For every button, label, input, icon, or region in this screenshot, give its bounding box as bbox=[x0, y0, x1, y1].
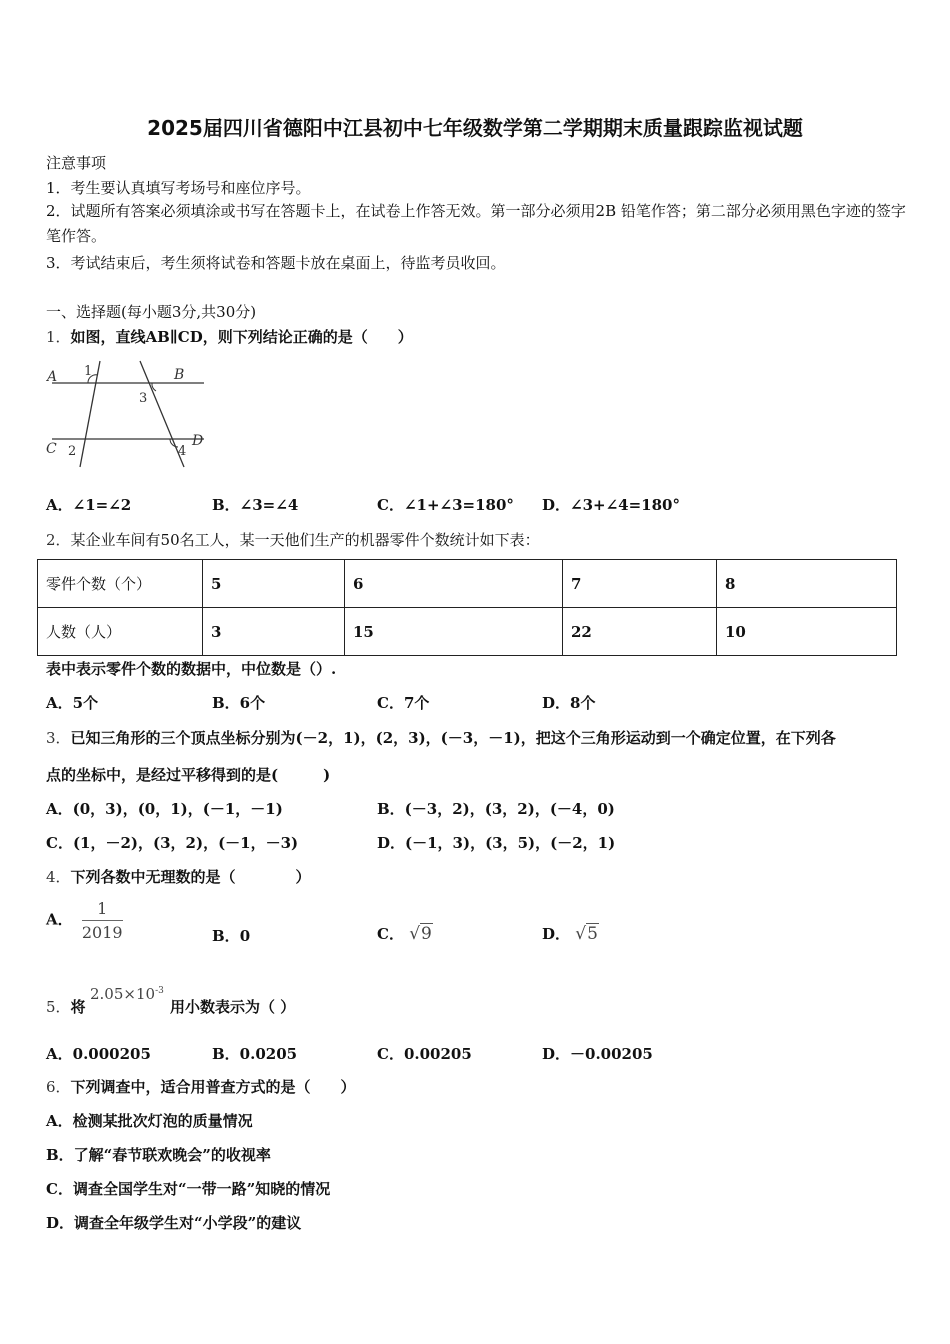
section-heading: 一、选择题(每小题3分,共30分) bbox=[46, 303, 257, 321]
sqrt-value: √9 bbox=[409, 924, 432, 944]
question-number: 3． bbox=[46, 729, 71, 747]
q1-option-d[interactable]: D．∠3+∠4=180° bbox=[542, 496, 680, 514]
q2-option-a[interactable]: A．5个 bbox=[46, 694, 99, 712]
label-3: 3 bbox=[139, 391, 148, 406]
q5-option-d[interactable]: D．－0.00205 bbox=[542, 1045, 653, 1063]
question-3-cont: 点的坐标中，是经过平移得到的是( ) bbox=[46, 766, 331, 784]
question-stem: 下列各数中无理数的是（ ） bbox=[70, 868, 311, 886]
parallel-lines-figure bbox=[44, 357, 210, 471]
option-label: D． bbox=[542, 925, 571, 943]
q3-option-d[interactable]: D．(－1，3)，(3，5)，(－2，1) bbox=[377, 834, 616, 852]
label-4: 4 bbox=[178, 444, 187, 459]
question-number: 5． bbox=[46, 998, 71, 1016]
q5-option-a[interactable]: A．0.000205 bbox=[46, 1045, 151, 1063]
table-cell: 8 bbox=[717, 560, 897, 608]
table-cell: 3 bbox=[203, 608, 345, 656]
q2-option-c[interactable]: C．7个 bbox=[377, 694, 430, 712]
q4-option-b[interactable] bbox=[212, 925, 250, 946]
table-cell: 5 bbox=[203, 560, 345, 608]
sci-exponent: -3 bbox=[155, 986, 164, 996]
table-cell: 人数（人） bbox=[38, 608, 203, 656]
q1-option-b[interactable]: B．∠3=∠4 bbox=[212, 496, 299, 514]
q3-option-c[interactable]: C．(1，－2)，(3，2)，(－1，－3) bbox=[46, 834, 299, 852]
table-cell: 7 bbox=[563, 560, 717, 608]
scientific-notation bbox=[90, 985, 164, 1003]
q4-option-d[interactable] bbox=[542, 923, 599, 944]
sci-base: 2.05×10 bbox=[90, 985, 156, 1003]
q3-option-a[interactable]: A．(0，3)，(0，1)，(－1，－1) bbox=[46, 800, 283, 818]
table-row bbox=[38, 608, 897, 656]
notice-heading: 注意事项 bbox=[46, 154, 107, 172]
q6-option-b[interactable]: B．了解“春节联欢晚会”的收视率 bbox=[46, 1146, 271, 1164]
question-stem: 下列调查中，适合用普查方式的是（ ） bbox=[70, 1078, 356, 1096]
table-cell: 10 bbox=[717, 608, 897, 656]
q5-option-b[interactable]: B．0.0205 bbox=[212, 1045, 298, 1063]
question-number: 6． bbox=[46, 1078, 71, 1096]
option-value: 0 bbox=[239, 927, 251, 945]
question-5-suffix: 用小数表示为（ ） bbox=[170, 998, 296, 1016]
radicand: 5 bbox=[587, 924, 598, 944]
q3-option-b[interactable]: B．(－3，2)，(3，2)，(－4，0) bbox=[377, 800, 615, 818]
q6-option-d[interactable]: D．调查全年级学生对“小学段”的建议 bbox=[46, 1214, 302, 1232]
q6-option-c[interactable]: C．调查全国学生对“一带一路”知晓的情况 bbox=[46, 1180, 331, 1198]
table-cell: 零件个数（个） bbox=[38, 560, 203, 608]
label-1: 1 bbox=[84, 364, 93, 379]
question-stem: 已知三角形的三个顶点坐标分别为(－2，1)，(2，3)，(－3，－1)，把这个三角形运动到一个确定位置，在下列各 bbox=[70, 729, 836, 747]
question-3 bbox=[46, 727, 836, 748]
label-B: B bbox=[174, 367, 185, 383]
q5-option-c[interactable]: C．0.00205 bbox=[377, 1045, 472, 1063]
fraction-numerator: 1 bbox=[82, 899, 123, 921]
label-A: A bbox=[47, 369, 58, 385]
q1-option-a[interactable]: A．∠1=∠2 bbox=[46, 496, 132, 514]
question-number: 2． bbox=[46, 531, 71, 549]
table-cell: 15 bbox=[345, 608, 563, 656]
sqrt-value: √5 bbox=[575, 924, 598, 944]
table-cell: 22 bbox=[563, 608, 717, 656]
q4-option-c[interactable] bbox=[377, 923, 433, 944]
question-number: 4． bbox=[46, 868, 71, 886]
notice-item-1: 1．考生要认真填写考场号和座位序号。 bbox=[46, 179, 311, 197]
option-label: A． bbox=[46, 910, 73, 929]
fraction-denominator: 2019 bbox=[81, 923, 123, 942]
q4-option-a[interactable] bbox=[46, 899, 123, 942]
question-5 bbox=[46, 996, 86, 1017]
question-number: 1． bbox=[46, 328, 71, 346]
q1-option-c[interactable]: C．∠1+∠3=180° bbox=[377, 496, 514, 514]
fraction-value bbox=[82, 899, 123, 942]
label-D: D bbox=[192, 433, 204, 449]
question-6 bbox=[46, 1076, 356, 1097]
page-title: 2025届四川省德阳中江县初中七年级数学第二学期期末质量跟踪监视试题 bbox=[147, 116, 803, 140]
option-label: C． bbox=[377, 925, 404, 943]
table-cell: 6 bbox=[345, 560, 563, 608]
notice-item-2: 2．试题所有答案必须填涂或书写在答题卡上，在试卷上作答无效。第一部分必须用2B 铅笔作答；第二部分必须用黑色字迹的签字笔作答。 bbox=[46, 202, 906, 245]
q2-option-b[interactable]: B．6个 bbox=[212, 694, 266, 712]
q6-option-a[interactable]: A．检测某批次灯泡的质量情况 bbox=[46, 1112, 253, 1130]
question-prefix: 将 bbox=[70, 998, 86, 1016]
q2-followup: 表中表示零件个数的数据中，中位数是（）. bbox=[46, 660, 337, 678]
table-row bbox=[38, 560, 897, 608]
label-C: C bbox=[46, 441, 57, 457]
notice-item-3: 3．考试结束后，考生须将试卷和答题卡放在桌面上，待监考员收回。 bbox=[46, 254, 506, 272]
question-2 bbox=[46, 529, 540, 550]
parts-table bbox=[37, 559, 897, 656]
question-stem: 某企业车间有50名工人，某一天他们生产的机器零件个数统计如下表： bbox=[70, 531, 540, 549]
question-4 bbox=[46, 866, 311, 887]
option-label: B． bbox=[212, 927, 240, 945]
label-2: 2 bbox=[68, 444, 77, 459]
q2-option-d[interactable]: D．8个 bbox=[542, 694, 596, 712]
question-stem: 如图，直线AB∥CD，则下列结论正确的是（ ） bbox=[70, 328, 413, 346]
radicand: 9 bbox=[421, 924, 432, 944]
question-1 bbox=[46, 326, 413, 347]
